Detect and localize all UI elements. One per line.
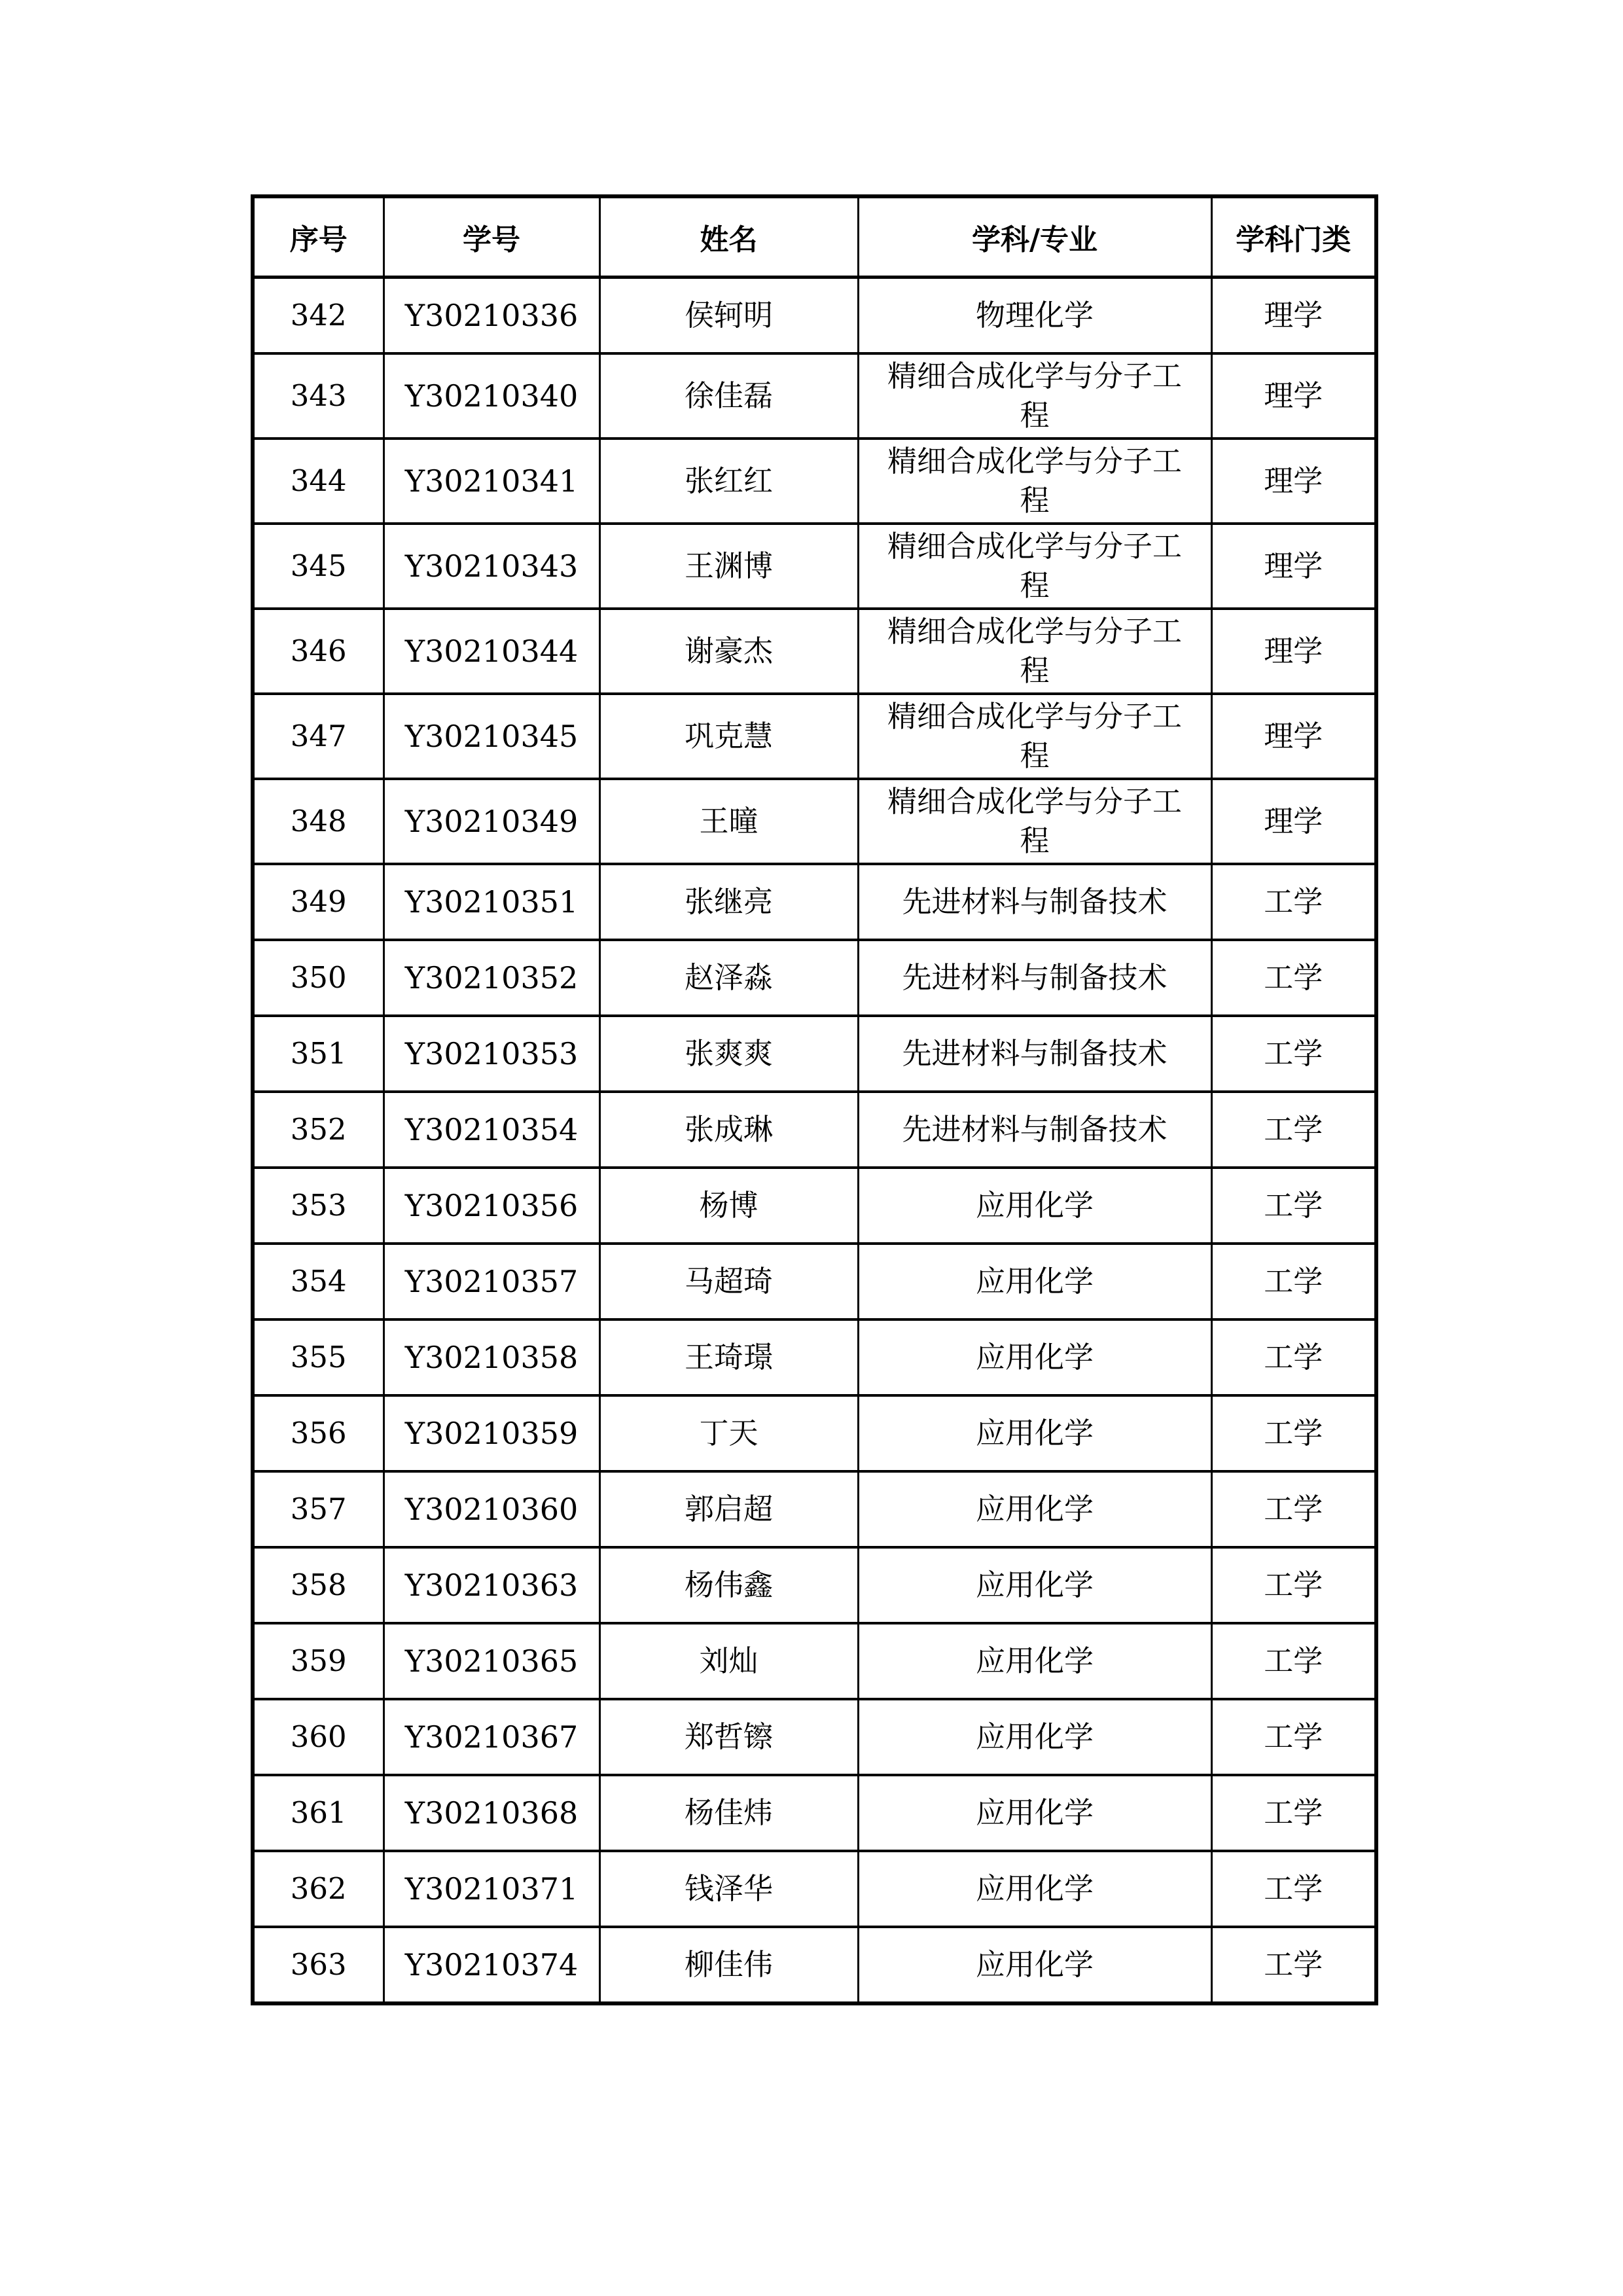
cell-serial: 355 <box>253 1319 383 1395</box>
cell-name: 张成琳 <box>599 1092 858 1168</box>
cell-id: Y30210353 <box>383 1016 599 1092</box>
cell-major: 先进材料与制备技术 <box>858 940 1211 1016</box>
cell-major: 先进材料与制备技术 <box>858 1016 1211 1092</box>
cell-id: Y30210367 <box>383 1699 599 1775</box>
table-row <box>253 1927 1376 2003</box>
cell-serial: 353 <box>253 1168 383 1244</box>
cell-name: 柳佳伟 <box>599 1927 858 2003</box>
cell-major: 应用化学 <box>858 1547 1211 1623</box>
cell-major: 应用化学 <box>858 1851 1211 1927</box>
cell-serial: 357 <box>253 1471 383 1547</box>
cell-id: Y30210360 <box>383 1471 599 1547</box>
cell-name: 郑哲镲 <box>599 1699 858 1775</box>
cell-category: 理学 <box>1211 779 1376 864</box>
header-serial: 序号 <box>253 196 383 278</box>
cell-major: 精细合成化学与分子工程 <box>858 524 1211 609</box>
table-row <box>253 439 1376 524</box>
cell-major: 应用化学 <box>858 1244 1211 1319</box>
cell-id: Y30210365 <box>383 1623 599 1699</box>
cell-major: 应用化学 <box>858 1168 1211 1244</box>
cell-category: 理学 <box>1211 439 1376 524</box>
header-student-id: 学号 <box>383 196 599 278</box>
table-row <box>253 1547 1376 1623</box>
table-row <box>253 1851 1376 1927</box>
cell-name: 钱泽华 <box>599 1851 858 1927</box>
cell-category: 工学 <box>1211 1623 1376 1699</box>
cell-major: 先进材料与制备技术 <box>858 1092 1211 1168</box>
cell-id: Y30210354 <box>383 1092 599 1168</box>
table-row <box>253 1016 1376 1092</box>
cell-id: Y30210352 <box>383 940 599 1016</box>
cell-id: Y30210359 <box>383 1395 599 1471</box>
cell-serial: 349 <box>253 864 383 940</box>
cell-serial: 356 <box>253 1395 383 1471</box>
cell-id: Y30210345 <box>383 694 599 779</box>
cell-serial: 354 <box>253 1244 383 1319</box>
table-row <box>253 278 1376 354</box>
cell-category: 理学 <box>1211 353 1376 439</box>
cell-name: 侯轲明 <box>599 278 858 354</box>
cell-serial: 344 <box>253 439 383 524</box>
cell-category: 工学 <box>1211 1168 1376 1244</box>
cell-major: 应用化学 <box>858 1319 1211 1395</box>
cell-serial: 345 <box>253 524 383 609</box>
cell-name: 马超琦 <box>599 1244 858 1319</box>
table-row <box>253 1319 1376 1395</box>
cell-category: 工学 <box>1211 1547 1376 1623</box>
cell-serial: 347 <box>253 694 383 779</box>
cell-major: 精细合成化学与分子工程 <box>858 353 1211 439</box>
header-category: 学科门类 <box>1211 196 1376 278</box>
table-row <box>253 524 1376 609</box>
cell-name: 王琦璟 <box>599 1319 858 1395</box>
cell-serial: 358 <box>253 1547 383 1623</box>
cell-major: 精细合成化学与分子工程 <box>858 694 1211 779</box>
cell-category: 工学 <box>1211 1775 1376 1851</box>
table-row <box>253 1244 1376 1319</box>
cell-name: 杨佳炜 <box>599 1775 858 1851</box>
cell-serial: 343 <box>253 353 383 439</box>
cell-category: 工学 <box>1211 1395 1376 1471</box>
cell-category: 工学 <box>1211 864 1376 940</box>
cell-major: 应用化学 <box>858 1699 1211 1775</box>
cell-id: Y30210343 <box>383 524 599 609</box>
cell-category: 理学 <box>1211 278 1376 354</box>
table-row <box>253 609 1376 694</box>
table-row <box>253 779 1376 864</box>
cell-major: 先进材料与制备技术 <box>858 864 1211 940</box>
cell-major: 应用化学 <box>858 1395 1211 1471</box>
cell-major: 精细合成化学与分子工程 <box>858 439 1211 524</box>
cell-serial: 361 <box>253 1775 383 1851</box>
cell-serial: 362 <box>253 1851 383 1927</box>
cell-serial: 352 <box>253 1092 383 1168</box>
table-row <box>253 1699 1376 1775</box>
cell-id: Y30210374 <box>383 1927 599 2003</box>
cell-category: 工学 <box>1211 1927 1376 2003</box>
cell-id: Y30210358 <box>383 1319 599 1395</box>
cell-serial: 342 <box>253 278 383 354</box>
table-row <box>253 1395 1376 1471</box>
cell-id: Y30210368 <box>383 1775 599 1851</box>
header-name: 姓名 <box>599 196 858 278</box>
cell-category: 工学 <box>1211 1092 1376 1168</box>
cell-category: 工学 <box>1211 1471 1376 1547</box>
cell-category: 理学 <box>1211 609 1376 694</box>
cell-major: 应用化学 <box>858 1775 1211 1851</box>
table-row <box>253 694 1376 779</box>
table-row <box>253 1092 1376 1168</box>
cell-id: Y30210340 <box>383 353 599 439</box>
student-roster-table <box>251 194 1378 2005</box>
cell-category: 工学 <box>1211 1319 1376 1395</box>
header-row <box>253 196 1376 278</box>
cell-id: Y30210344 <box>383 609 599 694</box>
table-row <box>253 353 1376 439</box>
cell-name: 赵泽淼 <box>599 940 858 1016</box>
cell-id: Y30210349 <box>383 779 599 864</box>
cell-major: 物理化学 <box>858 278 1211 354</box>
cell-category: 工学 <box>1211 1244 1376 1319</box>
cell-serial: 359 <box>253 1623 383 1699</box>
cell-id: Y30210363 <box>383 1547 599 1623</box>
header-major: 学科/专业 <box>858 196 1211 278</box>
cell-serial: 346 <box>253 609 383 694</box>
cell-serial: 348 <box>253 779 383 864</box>
cell-name: 刘灿 <box>599 1623 858 1699</box>
cell-category: 工学 <box>1211 1016 1376 1092</box>
cell-name: 丁天 <box>599 1395 858 1471</box>
table-body <box>253 278 1376 2004</box>
cell-serial: 350 <box>253 940 383 1016</box>
cell-major: 应用化学 <box>858 1623 1211 1699</box>
cell-name: 谢豪杰 <box>599 609 858 694</box>
cell-name: 郭启超 <box>599 1471 858 1547</box>
cell-category: 理学 <box>1211 524 1376 609</box>
cell-name: 杨博 <box>599 1168 858 1244</box>
cell-name: 张爽爽 <box>599 1016 858 1092</box>
cell-category: 工学 <box>1211 940 1376 1016</box>
cell-category: 工学 <box>1211 1851 1376 1927</box>
cell-id: Y30210336 <box>383 278 599 354</box>
table-header <box>253 196 1376 278</box>
cell-major: 精细合成化学与分子工程 <box>858 779 1211 864</box>
table-row <box>253 1775 1376 1851</box>
table-row <box>253 940 1376 1016</box>
cell-name: 杨伟鑫 <box>599 1547 858 1623</box>
cell-id: Y30210341 <box>383 439 599 524</box>
cell-name: 王渊博 <box>599 524 858 609</box>
cell-name: 张继亮 <box>599 864 858 940</box>
table-row <box>253 1623 1376 1699</box>
cell-serial: 360 <box>253 1699 383 1775</box>
cell-category: 理学 <box>1211 694 1376 779</box>
cell-name: 徐佳磊 <box>599 353 858 439</box>
cell-serial: 363 <box>253 1927 383 2003</box>
cell-id: Y30210357 <box>383 1244 599 1319</box>
cell-id: Y30210371 <box>383 1851 599 1927</box>
cell-major: 精细合成化学与分子工程 <box>858 609 1211 694</box>
table-row <box>253 864 1376 940</box>
cell-major: 应用化学 <box>858 1471 1211 1547</box>
cell-serial: 351 <box>253 1016 383 1092</box>
cell-category: 工学 <box>1211 1699 1376 1775</box>
cell-id: Y30210356 <box>383 1168 599 1244</box>
cell-major: 应用化学 <box>858 1927 1211 2003</box>
cell-id: Y30210351 <box>383 864 599 940</box>
cell-name: 张红红 <box>599 439 858 524</box>
table-row <box>253 1471 1376 1547</box>
table-row <box>253 1168 1376 1244</box>
cell-name: 王曈 <box>599 779 858 864</box>
cell-name: 巩克慧 <box>599 694 858 779</box>
